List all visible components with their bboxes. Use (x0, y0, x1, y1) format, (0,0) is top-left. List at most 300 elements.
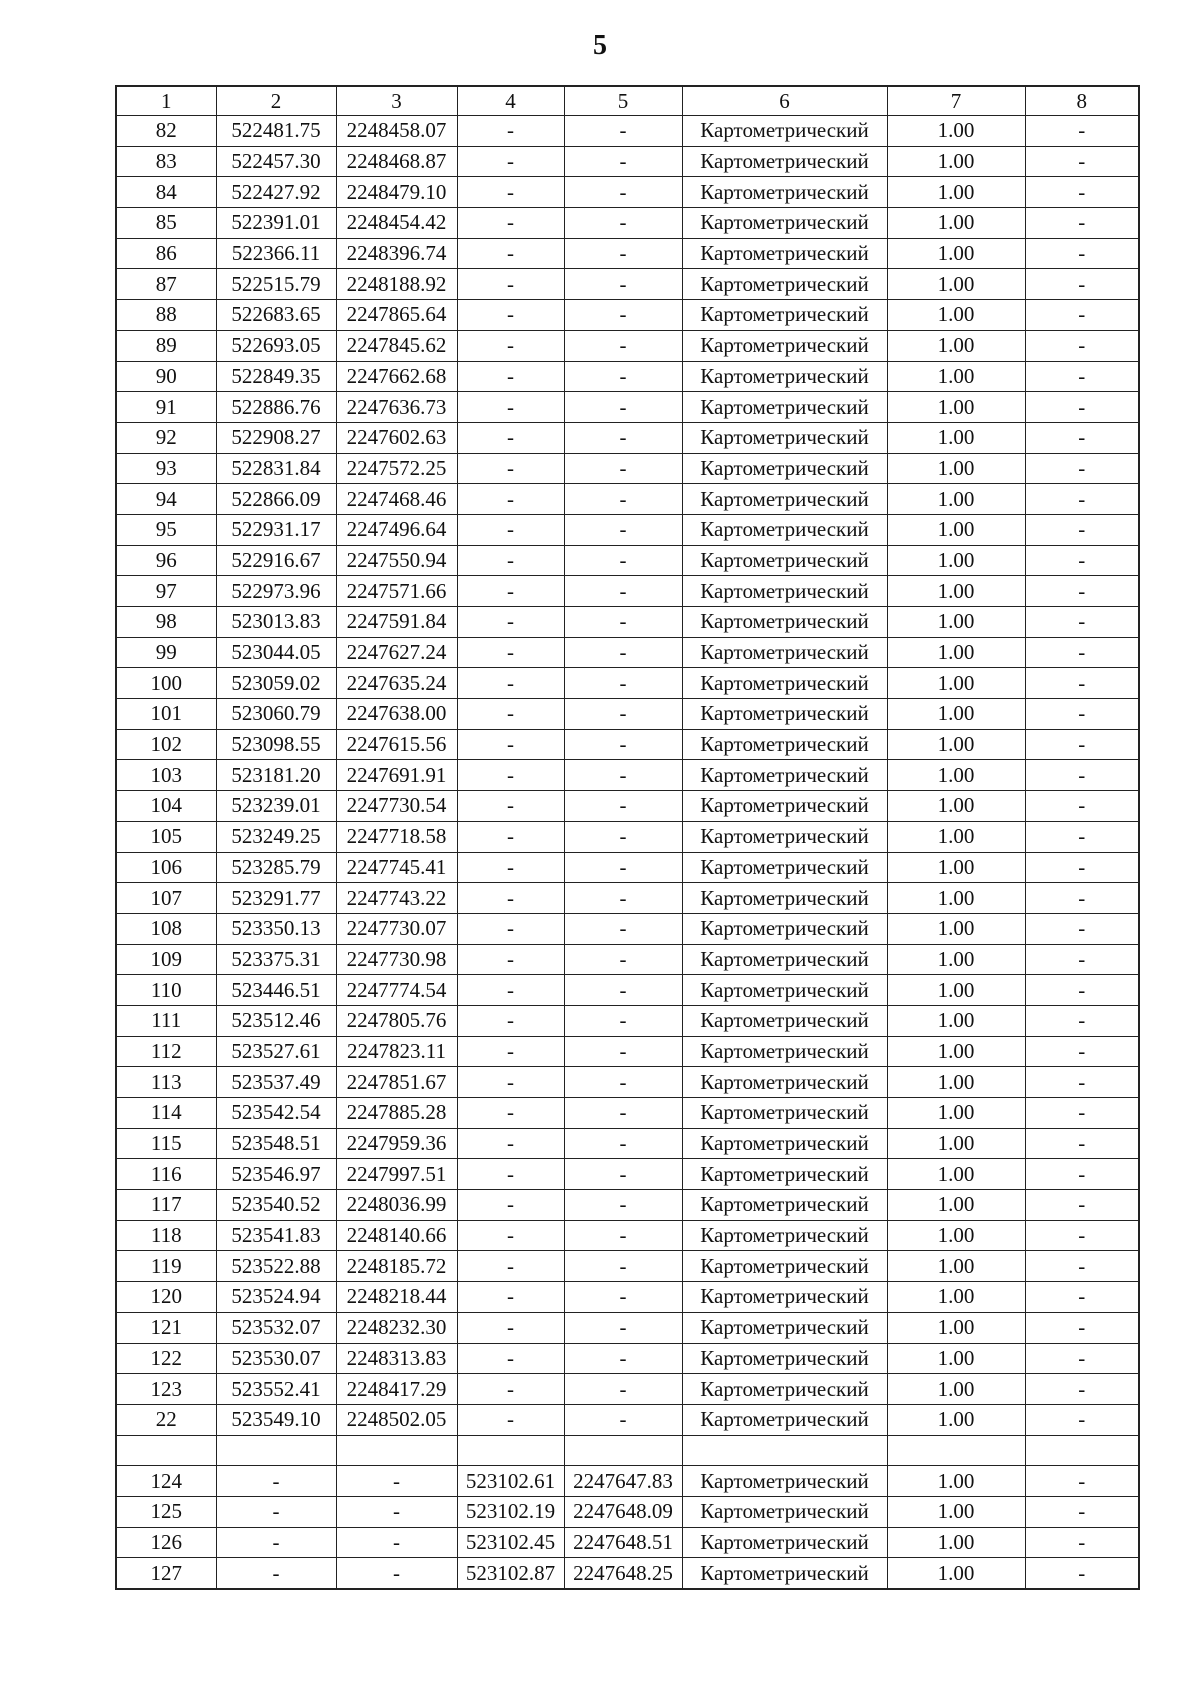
table-cell: - (1025, 300, 1139, 331)
table-cell: 125 (116, 1496, 216, 1527)
table-cell: 1.00 (887, 668, 1025, 699)
table-row (116, 330, 1139, 361)
table-cell: 1.00 (887, 238, 1025, 269)
table-cell: - (457, 1005, 564, 1036)
table-cell: 2247959.36 (336, 1128, 457, 1159)
table-cell: - (457, 269, 564, 300)
table-cell: 522391.01 (216, 208, 336, 239)
table-cell: Картометрический (682, 1527, 887, 1558)
table-cell: - (564, 1067, 682, 1098)
table-row (116, 699, 1139, 730)
table-cell: - (564, 208, 682, 239)
table-cell: - (457, 1282, 564, 1313)
table-cell: 1.00 (887, 852, 1025, 883)
table-cell: - (564, 576, 682, 607)
table-row (116, 1159, 1139, 1190)
table-cell: - (564, 1128, 682, 1159)
table-cell: 104 (116, 791, 216, 822)
table-cell: - (564, 607, 682, 638)
table-cell: 522866.09 (216, 484, 336, 515)
table-cell: Картометрический (682, 1128, 887, 1159)
table-cell: - (1025, 1466, 1139, 1497)
table-cell: 107 (116, 883, 216, 914)
table-row (116, 913, 1139, 944)
table-cell: 523181.20 (216, 760, 336, 791)
table-cell: - (564, 116, 682, 147)
table-cell: 96 (116, 545, 216, 576)
table-cell: 124 (116, 1466, 216, 1497)
table-cell: - (1025, 1005, 1139, 1036)
table-cell: - (564, 791, 682, 822)
table-cell: Картометрический (682, 116, 887, 147)
table-row (116, 269, 1139, 300)
table-cell: - (564, 453, 682, 484)
table-cell: - (564, 1404, 682, 1435)
table-cell: 523059.02 (216, 668, 336, 699)
table-cell: - (564, 545, 682, 576)
table-cell: - (1025, 1067, 1139, 1098)
table-cell: - (457, 300, 564, 331)
column-header: 1 (116, 86, 216, 116)
table-cell: - (1025, 1128, 1139, 1159)
table-cell: 1.00 (887, 1282, 1025, 1313)
table-cell: 1.00 (887, 545, 1025, 576)
table-cell: - (1025, 1159, 1139, 1190)
table-cell: - (1025, 146, 1139, 177)
table-cell: 1.00 (887, 791, 1025, 822)
table-cell: 90 (116, 361, 216, 392)
table-cell: 89 (116, 330, 216, 361)
table-cell: Картометрический (682, 1220, 887, 1251)
table-cell: 2248185.72 (336, 1251, 457, 1282)
table-cell: - (457, 238, 564, 269)
table-cell: Картометрический (682, 637, 887, 668)
table-cell: - (1025, 1374, 1139, 1405)
table-cell: 98 (116, 607, 216, 638)
table-cell: - (457, 514, 564, 545)
table-row (116, 1251, 1139, 1282)
table-cell: - (457, 177, 564, 208)
table-cell: 1.00 (887, 821, 1025, 852)
table-cell: 522515.79 (216, 269, 336, 300)
table-cell: 2247602.63 (336, 422, 457, 453)
table-cell: 91 (116, 392, 216, 423)
table-cell: - (1025, 1190, 1139, 1221)
table-cell: 2248188.92 (336, 269, 457, 300)
table-cell: Картометрический (682, 177, 887, 208)
table-cell: - (1025, 668, 1139, 699)
table-cell: - (216, 1558, 336, 1589)
table-cell: - (457, 1036, 564, 1067)
table-cell: 85 (116, 208, 216, 239)
table-cell: Картометрический (682, 729, 887, 760)
table-cell: 87 (116, 269, 216, 300)
table-cell: Картометрический (682, 1558, 887, 1589)
table-cell: - (564, 760, 682, 791)
table-cell: Картометрический (682, 361, 887, 392)
table-row (116, 1067, 1139, 1098)
column-header: 5 (564, 86, 682, 116)
table-cell: 1.00 (887, 1558, 1025, 1589)
table-cell: 1.00 (887, 1067, 1025, 1098)
table-cell: - (1025, 852, 1139, 883)
table-cell: 1.00 (887, 1312, 1025, 1343)
table-cell: 83 (116, 146, 216, 177)
table-cell: 2247774.54 (336, 975, 457, 1006)
table-cell: - (457, 1251, 564, 1282)
table-cell: 522457.30 (216, 146, 336, 177)
table-cell: - (1025, 177, 1139, 208)
table-cell: 523541.83 (216, 1220, 336, 1251)
table-cell: 86 (116, 238, 216, 269)
table-cell: 111 (116, 1005, 216, 1036)
table-cell: - (1025, 1220, 1139, 1251)
table-cell: 523446.51 (216, 975, 336, 1006)
table-cell: 2247571.66 (336, 576, 457, 607)
table-cell: 522366.11 (216, 238, 336, 269)
table-cell: 1.00 (887, 1190, 1025, 1221)
table-row (116, 944, 1139, 975)
table-cell: 93 (116, 453, 216, 484)
table-cell: - (564, 300, 682, 331)
table-cell: - (1025, 883, 1139, 914)
table-cell: 2247691.91 (336, 760, 457, 791)
table-row (116, 361, 1139, 392)
column-header: 8 (1025, 86, 1139, 116)
table-cell: Картометрический (682, 484, 887, 515)
table-cell: - (564, 238, 682, 269)
table-row (116, 637, 1139, 668)
table-cell: - (457, 1343, 564, 1374)
table-cell: 523350.13 (216, 913, 336, 944)
table-cell: 1.00 (887, 729, 1025, 760)
table-cell: Картометрический (682, 1251, 887, 1282)
table-cell: 523530.07 (216, 1343, 336, 1374)
table-cell: - (564, 1251, 682, 1282)
table-cell: 1.00 (887, 1220, 1025, 1251)
table-cell: - (1025, 269, 1139, 300)
table-cell: 522693.05 (216, 330, 336, 361)
table-cell: 92 (116, 422, 216, 453)
table-cell: Картометрический (682, 699, 887, 730)
table-cell: 1.00 (887, 116, 1025, 147)
table-cell: - (457, 729, 564, 760)
table-cell: 1.00 (887, 607, 1025, 638)
table-row (116, 116, 1139, 147)
table-cell: 523512.46 (216, 1005, 336, 1036)
table-cell: - (564, 852, 682, 883)
table-cell: - (1025, 1558, 1139, 1589)
table-cell: 2247648.25 (564, 1558, 682, 1589)
table-cell: Картометрический (682, 1466, 887, 1497)
table-row (116, 1005, 1139, 1036)
page-number: 5 (593, 30, 607, 61)
table-cell: 2247730.07 (336, 913, 457, 944)
table-cell: 2247718.58 (336, 821, 457, 852)
table-cell: 82 (116, 116, 216, 147)
table-cell: 1.00 (887, 699, 1025, 730)
table-cell: 523552.41 (216, 1374, 336, 1405)
table-cell: 1.00 (887, 146, 1025, 177)
table-cell: 523098.55 (216, 729, 336, 760)
table-cell: - (564, 637, 682, 668)
table-cell: - (1025, 1496, 1139, 1527)
table-cell: - (457, 1404, 564, 1435)
table-cell: - (457, 1374, 564, 1405)
table-cell: 522481.75 (216, 116, 336, 147)
table-cell: 2247805.76 (336, 1005, 457, 1036)
table-cell: Картометрический (682, 1159, 887, 1190)
table-cell: - (564, 668, 682, 699)
table-cell: - (457, 883, 564, 914)
table-cell: 1.00 (887, 392, 1025, 423)
table-cell: 127 (116, 1558, 216, 1589)
table-cell: 88 (116, 300, 216, 331)
table-cell: 523102.87 (457, 1558, 564, 1589)
table-cell: - (457, 484, 564, 515)
table-cell: - (336, 1558, 457, 1589)
table-cell: 523102.19 (457, 1496, 564, 1527)
table-cell: 1.00 (887, 1159, 1025, 1190)
table-cell: - (564, 146, 682, 177)
table-cell: 2248140.66 (336, 1220, 457, 1251)
table-cell: - (457, 760, 564, 791)
table-row (116, 1558, 1139, 1589)
table-cell: - (564, 1220, 682, 1251)
table-cell: 22 (116, 1404, 216, 1435)
table-cell: - (1025, 1282, 1139, 1313)
table-cell: - (1025, 1312, 1139, 1343)
table-cell: - (457, 545, 564, 576)
table-row (116, 852, 1139, 883)
table-row (116, 238, 1139, 269)
table-cell: 2247648.51 (564, 1527, 682, 1558)
table-cell: 523285.79 (216, 852, 336, 883)
table-cell: Картометрический (682, 146, 887, 177)
table-cell (336, 1435, 457, 1466)
table-cell: - (564, 422, 682, 453)
table-cell: - (1025, 637, 1139, 668)
table-cell: 117 (116, 1190, 216, 1221)
table-cell: 1.00 (887, 1374, 1025, 1405)
table-cell: 522427.92 (216, 177, 336, 208)
table-cell: - (564, 514, 682, 545)
table-row (116, 791, 1139, 822)
table-row (116, 1128, 1139, 1159)
table-cell: 522683.65 (216, 300, 336, 331)
table-cell: 522973.96 (216, 576, 336, 607)
table-cell: - (1025, 514, 1139, 545)
table-row (116, 484, 1139, 515)
table-row (116, 821, 1139, 852)
table-cell: 523537.49 (216, 1067, 336, 1098)
table-cell: - (564, 883, 682, 914)
table-cell: 1.00 (887, 208, 1025, 239)
table-cell: - (564, 975, 682, 1006)
table-cell (457, 1435, 564, 1466)
table-cell: Картометрический (682, 1005, 887, 1036)
column-header: 6 (682, 86, 887, 116)
table-body (116, 116, 1139, 1590)
table-cell: Картометрический (682, 300, 887, 331)
table-cell: 99 (116, 637, 216, 668)
table-cell: 1.00 (887, 637, 1025, 668)
table-cell: - (1025, 422, 1139, 453)
table-cell: 2247648.09 (564, 1496, 682, 1527)
table-row (116, 177, 1139, 208)
table-cell: 2248458.07 (336, 116, 457, 147)
table-cell: 2247743.22 (336, 883, 457, 914)
table-cell: - (457, 330, 564, 361)
table-cell: - (564, 1005, 682, 1036)
table-row (116, 392, 1139, 423)
table-cell: 2248396.74 (336, 238, 457, 269)
table-cell: - (457, 361, 564, 392)
table-cell: 523249.25 (216, 821, 336, 852)
table-row (116, 208, 1139, 239)
table-cell: 2247615.56 (336, 729, 457, 760)
table-cell: Картометрический (682, 392, 887, 423)
table-cell: Картометрический (682, 821, 887, 852)
table-cell: 123 (116, 1374, 216, 1405)
table-cell: Картометрический (682, 453, 887, 484)
table-cell: 122 (116, 1343, 216, 1374)
table-cell: 523102.61 (457, 1466, 564, 1497)
table-cell: 2248313.83 (336, 1343, 457, 1374)
table-cell: - (1025, 330, 1139, 361)
table-cell: 1.00 (887, 514, 1025, 545)
table-cell: 97 (116, 576, 216, 607)
table-cell: Картометрический (682, 545, 887, 576)
table-cell: 118 (116, 1220, 216, 1251)
table-cell: - (1025, 1404, 1139, 1435)
table-cell: - (564, 1312, 682, 1343)
table-row (116, 1496, 1139, 1527)
table-cell: 115 (116, 1128, 216, 1159)
table-cell: 2247823.11 (336, 1036, 457, 1067)
table-row (116, 576, 1139, 607)
table-cell: 2248479.10 (336, 177, 457, 208)
table-cell: 523548.51 (216, 1128, 336, 1159)
table-cell: - (457, 576, 564, 607)
table-cell: 126 (116, 1527, 216, 1558)
table-cell: 2247662.68 (336, 361, 457, 392)
table-cell: - (457, 1128, 564, 1159)
table-cell: 101 (116, 699, 216, 730)
table-cell: 2247635.24 (336, 668, 457, 699)
table-cell: - (457, 699, 564, 730)
table-cell: 1.00 (887, 913, 1025, 944)
table-cell: - (564, 269, 682, 300)
table-row (116, 146, 1139, 177)
table-cell: 1.00 (887, 1343, 1025, 1374)
table-cell: - (457, 1312, 564, 1343)
table-cell: - (457, 637, 564, 668)
table-cell: 110 (116, 975, 216, 1006)
table-cell: Картометрический (682, 1312, 887, 1343)
table-cell: - (1025, 607, 1139, 638)
table-row (116, 1435, 1139, 1466)
table-cell: - (457, 1220, 564, 1251)
table-cell: 1.00 (887, 453, 1025, 484)
table-cell: - (1025, 729, 1139, 760)
table-cell: - (564, 1282, 682, 1313)
table-cell: 2248218.44 (336, 1282, 457, 1313)
table-cell: - (216, 1466, 336, 1497)
table-cell: 2247550.94 (336, 545, 457, 576)
table-cell: 1.00 (887, 269, 1025, 300)
table-cell: 522886.76 (216, 392, 336, 423)
table-cell: 84 (116, 177, 216, 208)
table-cell: 1.00 (887, 1036, 1025, 1067)
table-cell: 2247627.24 (336, 637, 457, 668)
table-cell: - (564, 1374, 682, 1405)
table-cell: 119 (116, 1251, 216, 1282)
table-row (116, 1098, 1139, 1129)
table-row (116, 1343, 1139, 1374)
table-cell: - (1025, 913, 1139, 944)
table-cell: Картометрический (682, 1374, 887, 1405)
table-cell: - (1025, 699, 1139, 730)
table-cell: Картометрический (682, 269, 887, 300)
table-cell: 2248417.29 (336, 1374, 457, 1405)
table-cell: - (1025, 1251, 1139, 1282)
table-cell: 523060.79 (216, 699, 336, 730)
table-cell: - (457, 975, 564, 1006)
table-cell: 523102.45 (457, 1527, 564, 1558)
table-cell: 523524.94 (216, 1282, 336, 1313)
table-cell: 103 (116, 760, 216, 791)
table-cell: Картометрический (682, 576, 887, 607)
table-cell: 1.00 (887, 177, 1025, 208)
column-header: 4 (457, 86, 564, 116)
table-cell: 2247591.84 (336, 607, 457, 638)
table-cell: - (564, 1343, 682, 1374)
table-cell: - (564, 361, 682, 392)
table-cell: Картометрический (682, 1098, 887, 1129)
column-header: 2 (216, 86, 336, 116)
table-cell: Картометрический (682, 238, 887, 269)
table-cell: Картометрический (682, 883, 887, 914)
table-cell (116, 1435, 216, 1466)
table-cell: Картометрический (682, 1190, 887, 1221)
column-header: 3 (336, 86, 457, 116)
table-cell: 100 (116, 668, 216, 699)
table-cell: - (457, 913, 564, 944)
table-cell: - (457, 208, 564, 239)
table-cell: - (1025, 791, 1139, 822)
table-cell: 105 (116, 821, 216, 852)
table-row (116, 1312, 1139, 1343)
table-cell: - (564, 821, 682, 852)
table-cell: 523527.61 (216, 1036, 336, 1067)
table-row (116, 883, 1139, 914)
table-cell: Картометрический (682, 1067, 887, 1098)
table-row (116, 1404, 1139, 1435)
table-cell: 1.00 (887, 1466, 1025, 1497)
table-cell: 523546.97 (216, 1159, 336, 1190)
table-cell: 523522.88 (216, 1251, 336, 1282)
table-cell: - (564, 330, 682, 361)
table-cell: 1.00 (887, 975, 1025, 1006)
table-cell: - (564, 944, 682, 975)
table-cell: - (457, 944, 564, 975)
table-cell: Картометрический (682, 944, 887, 975)
table-cell: Картометрический (682, 791, 887, 822)
table-cell: - (216, 1496, 336, 1527)
table-cell: - (457, 1159, 564, 1190)
table-cell: - (336, 1527, 457, 1558)
